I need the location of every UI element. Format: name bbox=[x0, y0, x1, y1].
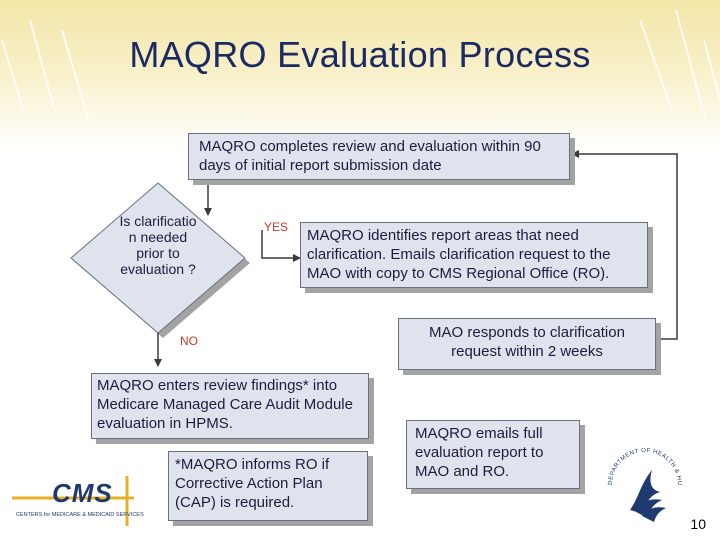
decision-text: Is clarificatio n needed prior to evaluation ? bbox=[119, 213, 197, 277]
hhs-seal-mark bbox=[600, 440, 690, 530]
start-box bbox=[188, 133, 570, 180]
hhs-seal-text: DEPARTMENT OF HEALTH & HU bbox=[607, 447, 683, 486]
clarify-box bbox=[300, 222, 648, 288]
email-box-text: MAQRO emails full evaluation report to MAO and RO. bbox=[415, 425, 544, 480]
no-label: NO bbox=[180, 334, 198, 348]
findings-box-text: MAQRO enters review findings* into Medicare Managed Care Audit Module evaluation in HPMS. bbox=[97, 377, 353, 432]
hhs-seal bbox=[600, 440, 690, 530]
arrow-yes bbox=[262, 230, 300, 258]
cms-logo-subtitle: CENTERS for MEDICARE & MEDICAID SERVICES bbox=[16, 512, 144, 518]
svg-text:DEPARTMENT OF HEALTH & HUMAN S bbox=[600, 440, 682, 486]
note-box-text: *MAQRO informs RO if Corrective Action Plan (CAP) is required. bbox=[175, 456, 330, 511]
page-number: 10 bbox=[690, 516, 706, 532]
respond-box bbox=[398, 318, 656, 370]
findings-box bbox=[91, 373, 369, 439]
cms-logo-text: CMS bbox=[52, 478, 113, 508]
cms-logo bbox=[12, 472, 144, 528]
clarify-box-text: MAQRO identifies report areas that need clarification. Emails clarification request to the MAO with copy to CMS Regional Office (RO). bbox=[307, 227, 611, 282]
yes-label: YES bbox=[264, 220, 289, 234]
start-box-text: MAQRO completes review and evaluation within 90 days of initial report submission date bbox=[199, 138, 541, 174]
respond-box-text: MAO responds to clarification request within 2 weeks bbox=[429, 324, 625, 360]
email-box bbox=[406, 420, 580, 489]
note-box bbox=[168, 451, 368, 521]
slide-title: MAQRO Evaluation Process bbox=[129, 34, 591, 75]
